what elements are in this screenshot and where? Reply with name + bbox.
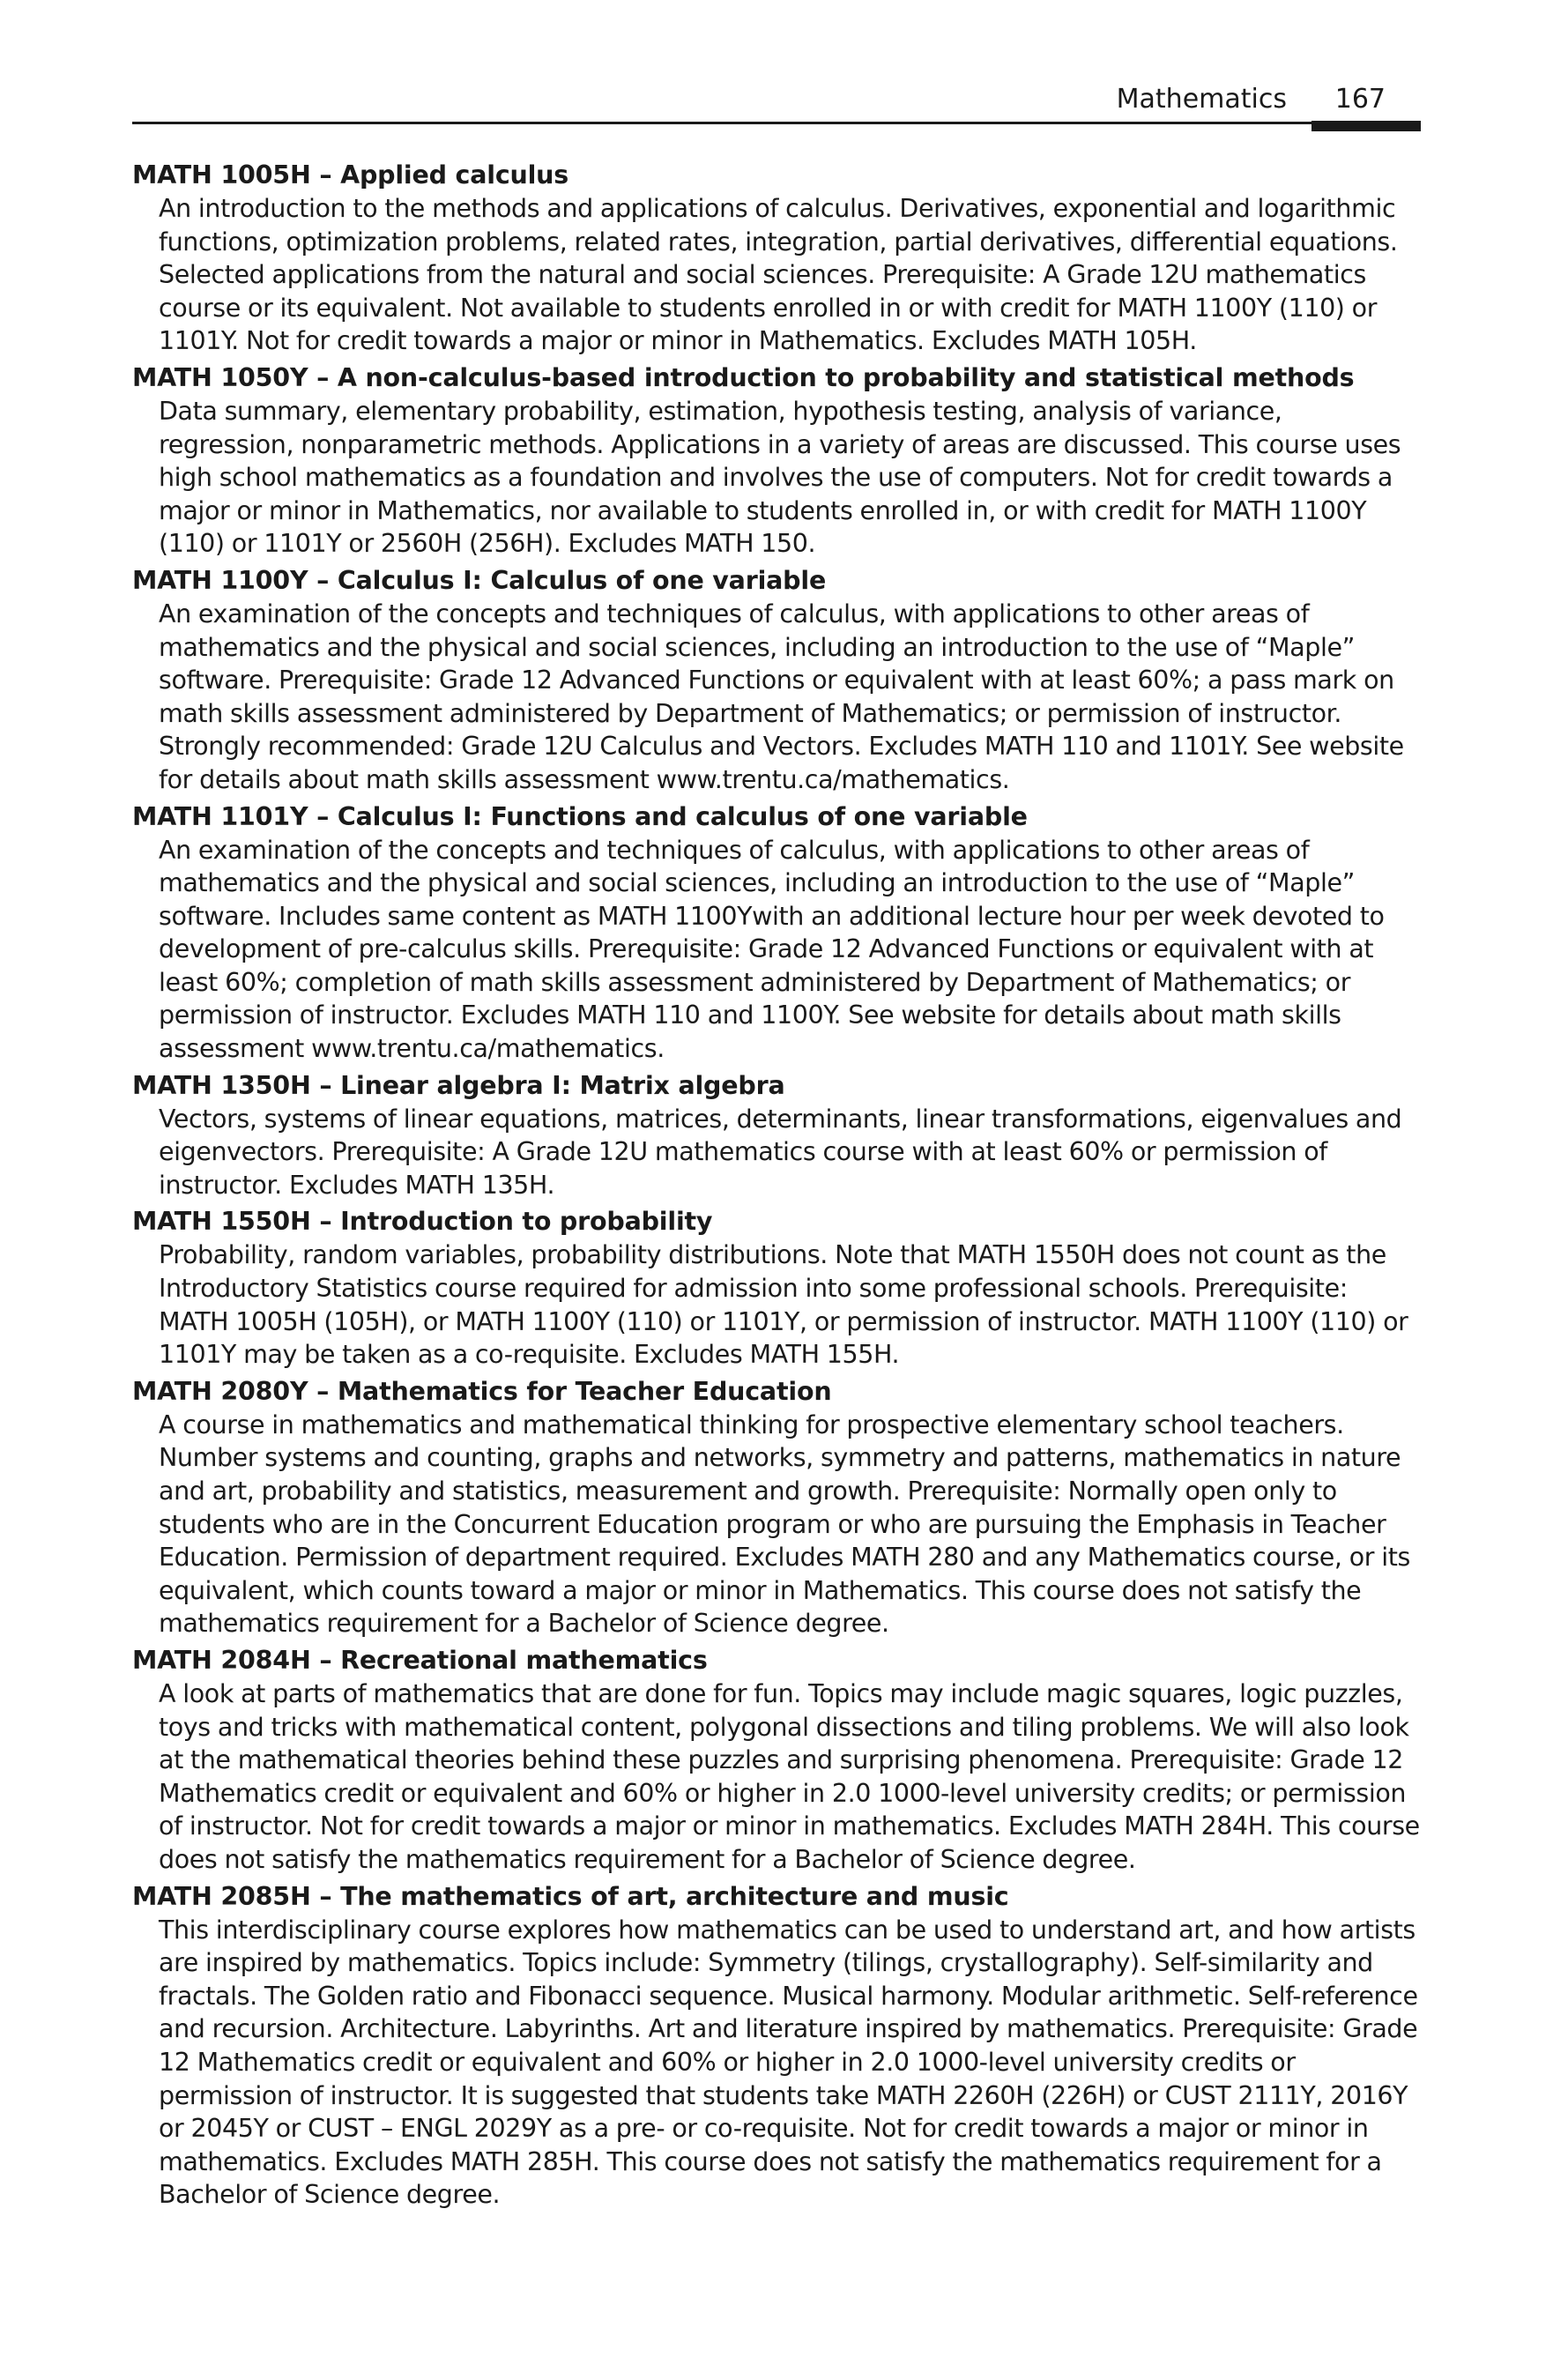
course-title: MATH 1005H – Applied calculus [132,160,569,190]
course-entry [132,564,1421,797]
course-description: Vectors, systems of linear equations, matrices, determinants, linear transformations, eigenvalues and eigenvectors. Prerequisite: A Grade 12U mathematics course with at least 60% or permission of instructor. Excludes MATH 135H. [159,1104,1402,1200]
course-description: An examination of the concepts and techniques of calculus, with applications to other areas of mathematics and the physical and social sciences, including an introduction to the use of “Maple” software. Prerequisite: Grade 12 Advanced Functions or equivalent with at least 60%; a pass mark on math skills assessment administered by Department of Mathematics; or permission of instructor. Strongly recommended: Grade 12U Calculus and Vectors. Excludes MATH 110 and 1101Y. See website for details about math skills assessment www.trentu.ca/mathematics. [159,599,1404,794]
running-header [132,81,1421,123]
section-name: Mathematics [1116,84,1287,115]
course-description: A look at parts of mathematics that are done for fun. Topics may include magic squares, logic puzzles, toys and tricks with mathematical content, polygonal dissections and tiling problems. We will also look at the mathematical theories behind these puzzles and surprising phenomena. Prerequisite: Grade 12 Mathematics credit or equivalent and 60% or higher in 2.0 1000-level university credits; or permission of instructor. Not for credit towards a major or minor in mathematics. Excludes MATH 284H. This course does not satisfy the mathematics requirement for a Bachelor of Science degree. [159,1678,1420,1874]
course-title: MATH 1101Y – Calculus I: Functions and calculus of one variable [132,801,1028,831]
course-title: MATH 2084H – Recreational mathematics [132,1645,708,1675]
course-description: An examination of the concepts and techniques of calculus, with applications to other areas of mathematics and the physical and social sciences, including an introduction to the use of “Maple” software. Includes same content as MATH 1100Ywith an additional lecture hour per week devoted to development of pre-calculus skills. Prerequisite: Grade 12 Advanced Functions or equivalent with at least 60%; completion of math skills assessment administered by Department of Mathematics; or permission of instructor. Excludes MATH 110 and 1100Y. See website for details about math skills assessment www.trentu.ca/mathematics. [159,835,1385,1064]
course-entry [132,1375,1421,1640]
course-description: Probability, random variables, probability distributions. Note that MATH 1550H does not count as the Introductory Statistics course required for admission into some professional schools. Prerequisite: MATH 1005H (105H), or MATH 1100Y (110) or 1101Y, or permission of instructor. MATH 1100Y (110) or 1101Y may be taken as a co-requisite. Excludes MATH 155H. [159,1240,1408,1370]
page-number: 167 [1334,84,1386,115]
course-list [132,159,1421,2215]
course-description: This interdisciplinary course explores how mathematics can be used to understand art, and how artists are inspired by mathematics. Topics include: Symmetry (tilings, crystallography). Self-similarity and fractals. The Golden ratio and Fibonacci sequence. Musical harmony. Modular arithmetic. Self-reference and recursion. Architecture. Labyrinths. Art and literature inspired by mathematics. Prerequisite: Grade 12 Mathematics credit or equivalent and 60% or higher in 2.0 1000-level university credits or permission of instructor. It is suggested that students take MATH 2260H (226H) or CUST 2111Y, 2016Y or 2045Y or CUST – ENGL 2029Y as a pre- or co-requisite. Not for credit towards a major or minor in mathematics. Excludes MATH 285H. This course does not satisfy the mathematics requirement for a Bachelor of Science degree. [159,1915,1418,2210]
header-rule [132,122,1312,124]
course-entry [132,159,1421,358]
course-entry [132,361,1421,561]
course-entry [132,800,1421,1066]
header-tab-marker [1312,121,1421,131]
course-description: An introduction to the methods and applications of calculus. Derivatives, exponential and logarithmic functions, optimization problems, related rates, integration, partial derivatives, differential equations. Selected applications from the natural and social sciences. Prerequisite: A Grade 12U mathematics course or its equivalent. Not available to students enrolled in or with credit for MATH 1100Y (110) or 1101Y. Not for credit towards a major or minor in Mathematics. Excludes MATH 105H. [159,194,1398,356]
course-description: Data summary, elementary probability, estimation, hypothesis testing, analysis of variance, regression, nonparametric methods. Applications in a variety of areas are discussed. This course uses high school mathematics as a foundation and involves the use of computers. Not for credit towards a major or minor in Mathematics, nor available to students enrolled in, or with credit for MATH 1100Y (110) or 1101Y or 2560H (256H). Excludes MATH 150. [159,396,1401,559]
course-entry [132,1880,1421,2212]
course-entry [132,1205,1421,1371]
course-entry [132,1644,1421,1877]
course-entry [132,1069,1421,1202]
course-title: MATH 2085H – The mathematics of art, architecture and music [132,1881,1009,1911]
course-title: MATH 1100Y – Calculus I: Calculus of one variable [132,565,827,595]
course-title: MATH 1050Y – A non-calculus-based introduction to probability and statistical methods [132,362,1355,392]
course-title: MATH 2080Y – Mathematics for Teacher Education [132,1376,832,1406]
course-title: MATH 1350H – Linear algebra I: Matrix algebra [132,1070,785,1100]
course-description: A course in mathematics and mathematical thinking for prospective elementary school teachers. Number systems and counting, graphs and networks, symmetry and patterns, mathematics in nature and art, probability and statistics, measurement and growth. Prerequisite: Normally open only to students who are in the Concurrent Education program or who are pursuing the Emphasis in Teacher Education. Permission of department required. Excludes MATH 280 and any Mathematics course, or its equivalent, which counts toward a major or minor in Mathematics. This course does not satisfy the mathematics requirement for a Bachelor of Science degree. [159,1409,1410,1639]
course-title: MATH 1550H – Introduction to probability [132,1207,713,1237]
